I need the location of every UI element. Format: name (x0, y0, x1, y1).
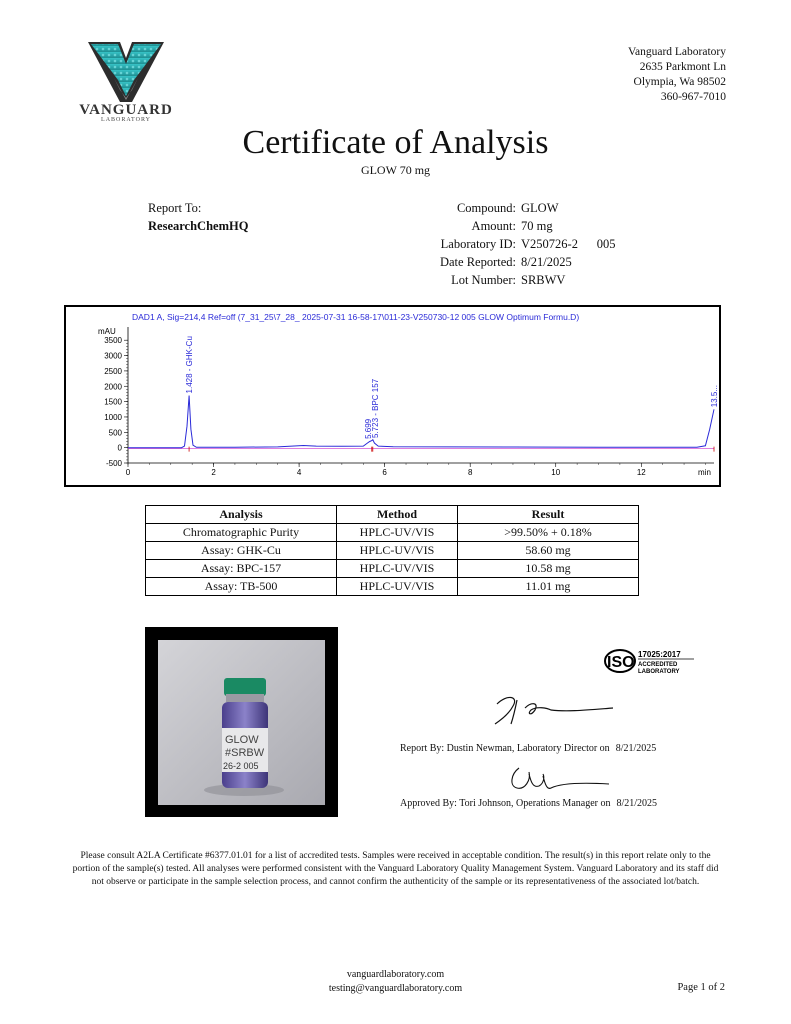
table-cell: 10.58 mg (458, 560, 639, 578)
table-cell: HPLC-UV/VIS (337, 560, 458, 578)
peak-label: 5.723 - BPC 157 (370, 378, 380, 438)
chromatogram-header: DAD1 A, Sig=214,4 Ref=off (7_31_25\7_28_ 2025-07-31 16-58-17\011-23-V250730-12 005 GLOW Optimum Formu.D) (132, 312, 580, 322)
address-line: 360-967-7010 (660, 91, 726, 103)
detail-label: Date Reported: (439, 255, 516, 269)
report-date: 8/21/2025 (615, 743, 657, 754)
detail-row (400, 199, 615, 217)
x-tick-label: 0 (125, 468, 131, 477)
y-tick-label: 500 (108, 428, 122, 438)
chromatogram-chart (66, 307, 719, 485)
y-tick-label: 1000 (104, 412, 122, 422)
detail-label: Amount: (471, 219, 516, 233)
vial-label-text: 26-2 005 (223, 761, 259, 771)
peak-label: 1.428 - GHK-Cu (185, 336, 195, 394)
table-cell: 11.01 mg (458, 578, 639, 596)
address-line: Vanguard Laboratory (627, 46, 726, 58)
table-cell: HPLC-UV/VIS (337, 578, 458, 596)
iso-logo-text: ISO (607, 654, 635, 671)
table-cell: Chromatographic Purity (146, 524, 337, 542)
y-axis-unit: mAU (98, 327, 116, 336)
y-tick-label: 3000 (104, 351, 122, 361)
column-header: Method (337, 506, 458, 524)
report-to-block (148, 199, 248, 235)
table-cell: Assay: BPC-157 (146, 560, 337, 578)
table-row (146, 524, 639, 542)
iso-laboratory: LABORATORY (638, 669, 680, 675)
detail-label: Lot Number: (451, 273, 516, 287)
address-line: 2635 Parkmont Ln (639, 61, 726, 73)
sample-details (400, 199, 615, 289)
detail-value: SRBWV (521, 273, 566, 287)
y-tick-label: 1500 (104, 397, 122, 407)
approved-date: 8/21/2025 (616, 798, 658, 809)
detail-value: GLOW (521, 201, 559, 215)
y-tick-label: 0 (117, 443, 122, 453)
y-tick-label: 3500 (104, 336, 122, 346)
column-header: Analysis (146, 506, 337, 524)
x-tick-label: 4 (296, 468, 302, 477)
lab-address (628, 45, 726, 105)
page-subtitle: GLOW 70 mg (360, 163, 431, 177)
sample-vial-photo (158, 640, 325, 805)
detail-row (400, 271, 615, 289)
table-cell: >99.50% + 0.18% (458, 524, 639, 542)
iso-accreditation-badge (604, 648, 696, 676)
detail-value: 70 mg (521, 219, 553, 233)
peak-label: 5.699 (363, 418, 373, 439)
detail-row (400, 217, 615, 235)
logo-subtext: LABORATORY (101, 117, 151, 123)
x-tick-label: 10 (551, 468, 561, 477)
y-tick-label: 2500 (104, 366, 122, 376)
x-axis-unit: min (698, 468, 711, 477)
table-header-row (146, 506, 639, 524)
table-cell: 58.60 mg (458, 542, 639, 560)
table-row (146, 560, 639, 578)
iso-accredited: ACCREDITED (638, 662, 678, 668)
peak-label: 13.5... (710, 385, 719, 408)
report-by-text: Report By: Dustin Newman, Laboratory Director on (400, 743, 610, 754)
table-cell: Assay: TB-500 (146, 578, 337, 596)
address-line: Olympia, Wa 98502 (633, 76, 726, 88)
disclaimer-text: Please consult A2LA Certificate #6377.01.01 for a list of accredited tests. Samples were received in acceptable condition. The result(s) in this report relate only to the portion of the sample(s) tested. All analyses were performed consistent with the Vanguard Laboratory Quality Management System. Vanguard Laboratory and its staff did not observe or participate in the sample selection process, and cannot confirm the authenticity of the sample or its representativeness of the associated lot/batch. (72, 851, 719, 887)
manager-signature-icon (505, 760, 615, 796)
footer-email[interactable]: testing@vanguardlaboratory.com (328, 983, 463, 994)
director-signature-icon (487, 690, 617, 730)
iso-standard: 17025:2017 (638, 650, 681, 659)
detail-row (400, 253, 615, 271)
x-tick-label: 6 (382, 468, 387, 477)
chromatogram-frame (64, 305, 721, 487)
report-by-line (400, 743, 656, 754)
table-cell: HPLC-UV/VIS (337, 524, 458, 542)
detail-row (400, 235, 615, 253)
chromatogram-trace (128, 396, 714, 448)
x-tick-label: 12 (636, 468, 646, 477)
table-cell: Assay: GHK-Cu (146, 542, 337, 560)
table-cell: HPLC-UV/VIS (337, 542, 458, 560)
detail-label: Laboratory ID: (440, 237, 516, 251)
report-to-label: Report To: (148, 201, 202, 215)
page-number: Page 1 of 2 (677, 982, 725, 993)
footer-contact (0, 968, 791, 996)
approved-by-line (400, 798, 657, 809)
vial-label-text: #SRBW (225, 747, 265, 759)
footer-website[interactable]: vanguardlaboratory.com (346, 969, 445, 980)
detail-value: V250726-2 005 (521, 237, 616, 251)
approved-by-text: Approved By: Tori Johnson, Operations Manager on (400, 798, 611, 809)
table-row (146, 578, 639, 596)
detail-value: 8/21/2025 (521, 255, 572, 269)
results-table (145, 505, 639, 596)
report-to-client: ResearchChemHQ (148, 219, 249, 233)
logo-wordmark: VANGUARD (79, 102, 173, 118)
x-tick-label: 2 (211, 468, 216, 477)
column-header: Result (458, 506, 639, 524)
x-tick-label: 8 (467, 468, 473, 477)
table-row (146, 542, 639, 560)
y-tick-label: 2000 (104, 382, 122, 392)
detail-label: Compound: (456, 201, 516, 215)
page-title: Certificate of Analysis (242, 124, 549, 161)
vial-label-text: GLOW (225, 734, 259, 746)
y-tick-label: -500 (105, 459, 122, 468)
